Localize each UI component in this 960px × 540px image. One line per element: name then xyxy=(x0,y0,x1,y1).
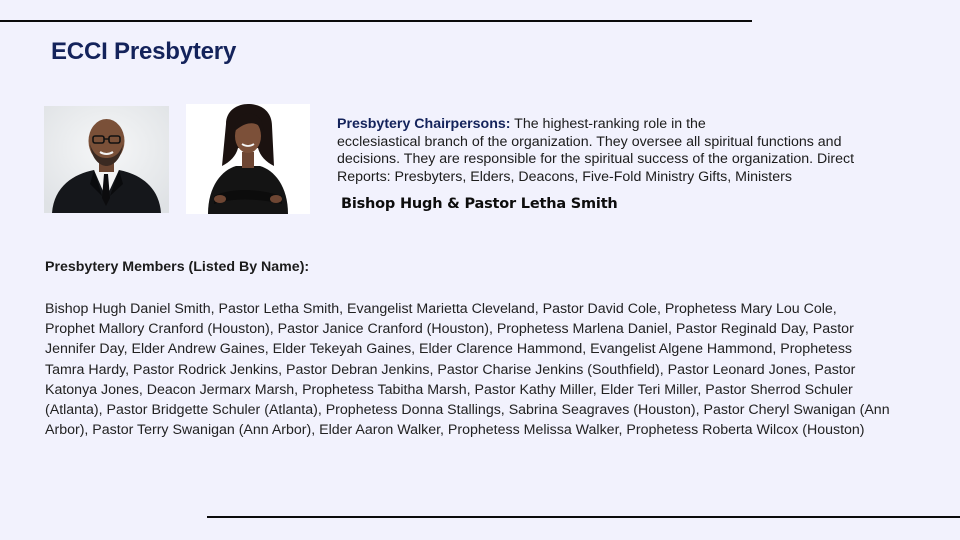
members-heading: Presbytery Members (Listed By Name): xyxy=(45,259,310,275)
bishop-hugh-photo xyxy=(44,106,169,213)
members-line: Tamra Hardy, Pastor Rodrick Jenkins, Pastor Debran Jenkins, Pastor Charise Jenkins (Southfield), Pastor Leonard Jones, Pastor xyxy=(45,361,856,378)
members-line: Katonya Jones, Deacon Jermarx Marsh, Prophetess Tabitha Marsh, Pastor Kathy Miller, Elder Teri Miller, Pastor Sherrod Schuler xyxy=(45,381,853,398)
members-line: Jennifer Day, Elder Andrew Gaines, Elder Tekeyah Gaines, Elder Clarence Hammond, Evangelist Algene Hammond, Prophetess xyxy=(45,341,853,358)
chairpersons-names-caption: Bishop Hugh & Pastor Letha Smith xyxy=(341,196,618,212)
members-line: Prophet Mallory Cranford (Houston), Pastor Janice Cranford (Houston), Prophetess Marlena Daniel, Pastor Reginald Day, Pastor xyxy=(45,321,854,338)
chairpersons-description xyxy=(337,116,897,187)
description-line: ecclesiastical branch of the organization. They oversee all spiritual functions and xyxy=(337,133,842,150)
chairpersons-label: Presbytery Chairpersons: xyxy=(337,116,511,132)
description-line: decisions. They are responsible for the spiritual success of the organization. Direct xyxy=(337,151,855,168)
description-text: The highest-ranking role in the xyxy=(510,116,706,132)
slide-title: ECCI Presbytery xyxy=(51,38,237,65)
pastor-letha-photo xyxy=(186,104,310,214)
members-line: Arbor), Pastor Terry Swanigan (Ann Arbor), Elder Aaron Walker, Prophetess Melissa Walker, Prophetess Roberta Wilcox (Houston) xyxy=(45,422,865,439)
description-line: Reports: Presbyters, Elders, Deacons, Five-Fold Ministry Gifts, Ministers xyxy=(337,169,792,186)
top-divider xyxy=(0,20,752,22)
members-list xyxy=(45,299,905,440)
description-line xyxy=(337,116,897,134)
members-line: (Atlanta), Pastor Bridgette Schuler (Atlanta), Prophetess Donna Stallings, Sabrina Seagraves (Houston), Pastor Cheryl Swanigan (Ann xyxy=(45,402,890,419)
bottom-divider xyxy=(207,516,960,518)
members-line: Bishop Hugh Daniel Smith, Pastor Letha Smith, Evangelist Marietta Cleveland, Pastor David Cole, Prophetess Mary Lou Cole, xyxy=(45,301,837,317)
